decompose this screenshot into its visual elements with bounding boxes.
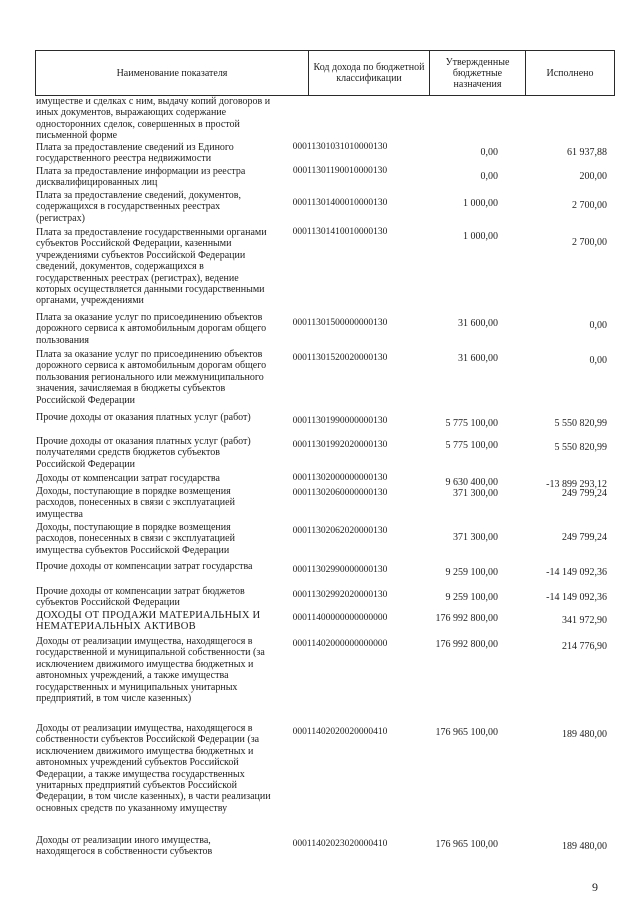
row-approved: 31 600,00: [458, 353, 498, 364]
row-name: Прочие доходы от оказания платных услуг (работ): [36, 412, 251, 423]
row-name: Плата за оказание услуг по присоединению объектов дорожного сервиса к автомобильным дорогам общего пользования: [36, 312, 267, 346]
row-code: 00011302992020000130: [292, 590, 388, 600]
row-name: Плата за предоставление сведений из Единого государственного реестра недвижимости: [36, 142, 234, 165]
row-code: 00011301031010000130: [292, 142, 388, 152]
row-approved: 176 992 800,00: [435, 613, 498, 624]
row-name: Доходы от реализации иного имущества, находящегося в собственности субъектов: [36, 835, 213, 858]
page-number: 9: [592, 880, 598, 894]
row-approved: 0,00: [480, 171, 498, 182]
row-name: Прочие доходы от компенсации затрат бюджетов субъектов Российской Федерации: [36, 586, 245, 609]
row-approved: 1 000,00: [463, 231, 498, 242]
row-name: Доходы, поступающие в порядке возмещения расходов, понесенных в связи с эксплуатацией имущества: [36, 486, 235, 520]
row-approved: 371 300,00: [453, 532, 498, 543]
row-approved: 371 300,00: [453, 488, 498, 499]
row-name: Плата за предоставление сведений, документов, содержащихся в государственных реестрах (регистрах): [36, 190, 241, 224]
row-approved: 9 259 100,00: [445, 592, 498, 603]
row-code: 00011301400010000130: [292, 198, 388, 208]
row-executed: -13 899 293,12: [546, 479, 607, 490]
row-name: Прочие доходы от компенсации затрат государства: [36, 561, 253, 572]
row-executed: 0,00: [589, 320, 607, 331]
row-approved: 9 630 400,00: [445, 477, 498, 488]
row-executed: 200,00: [579, 171, 607, 182]
row-executed: 5 550 820,99: [554, 418, 607, 429]
row-code: 00011400000000000000: [292, 613, 388, 623]
row-code: 00011301410010000130: [292, 227, 388, 237]
row-executed: 2 700,00: [572, 237, 607, 248]
row-approved: 176 992 800,00: [435, 639, 498, 650]
row-executed: 189 480,00: [562, 729, 607, 740]
row-code: 00011301990000000130: [292, 416, 388, 426]
row-executed: 214 776,90: [562, 641, 607, 652]
row-code: 00011301992020000130: [292, 440, 388, 450]
row-code: 00011301520020000130: [292, 353, 388, 363]
row-executed: 2 700,00: [572, 200, 607, 211]
header-executed: Исполнено: [546, 67, 594, 79]
row-name: ДОХОДЫ ОТ ПРОДАЖИ МАТЕРИАЛЬНЫХ И НЕМАТЕРИАЛЬНЫХ АКТИВОВ: [36, 610, 261, 633]
row-approved: 1 000,00: [463, 198, 498, 209]
row-executed: -14 149 092,36: [546, 567, 607, 578]
row-code: 00011402020020000410: [292, 727, 388, 737]
header-approved: Утвержденные бюджетные назначения: [445, 56, 510, 90]
header-code: Код дохода по бюджетной классификации: [313, 62, 425, 84]
table-header: [35, 50, 615, 96]
row-name: Доходы от реализации имущества, находящегося в государственной и муниципальной собственности (за исключением движимого имущества бюджетных и автономных учреждений, а также имущества государственных и муниципальных унитарных предприятий, в том числе казенных): [36, 636, 265, 705]
row-name: Прочие доходы от оказания платных услуг (работ) получателями средств бюджетов субъектов Российской Федерации: [36, 436, 251, 470]
row-name: Доходы, поступающие в порядке возмещения расходов, понесенных в связи с эксплуатацией имущества субъектов Российской Федерации: [36, 522, 235, 556]
row-executed: 5 550 820,99: [554, 442, 607, 453]
row-approved: 176 965 100,00: [435, 839, 498, 850]
row-code: 00011402023020000410: [292, 839, 388, 849]
header-name: Наименование показателя: [116, 67, 228, 79]
row-approved: 176 965 100,00: [435, 727, 498, 738]
row-name: Плата за предоставление информации из реестра дисквалифицированных лиц: [36, 166, 246, 189]
row-executed: -14 149 092,36: [546, 592, 607, 603]
row-name: Плата за предоставление государственными органами субъектов Российской Федерации, казенными учреждениями субъектов Российской Федерации сведений, документов, содержащихся в государственных реестрах (регистрах), ведение которых осуществляется данными государственными органами, учреждениями: [36, 227, 267, 307]
row-executed: 61 937,88: [567, 147, 607, 158]
row-executed: 341 972,90: [562, 615, 607, 626]
row-name: имуществе и сделках с ним, выдачу копий договоров и иных документов, выражающих содержание односторонних сделок, совершенных в простой письменной форме: [36, 96, 271, 142]
row-code: 00011302060000000130: [292, 488, 388, 498]
row-name: Доходы от реализации имущества, находящегося в собственности субъектов Российской Федерации (за исключением движимого имущества бюджетных и автономных учреждений субъектов Российской Федерации, а также имущества государственных унитарных предприятий субъектов Российской Федерации, в том числе казенных), в части реализации основных средств по указанному имуществу: [36, 723, 271, 814]
row-approved: 9 259 100,00: [445, 567, 498, 578]
row-code: 00011302990000000130: [292, 565, 388, 575]
row-executed: 249 799,24: [562, 532, 607, 543]
row-code: 00011302000000000130: [292, 473, 388, 483]
row-code: 00011301500000000130: [292, 318, 388, 328]
row-approved: 31 600,00: [458, 318, 498, 329]
row-name: Плата за оказание услуг по присоединению объектов дорожного сервиса к автомобильным дорогам общего пользования регионального или межмуниципального значения, зачисляемая в бюджеты субъектов Российской Федерации: [36, 349, 267, 406]
row-name: Доходы от компенсации затрат государства: [36, 473, 220, 484]
row-code: 00011301190010000130: [292, 166, 388, 176]
row-code: 00011302062020000130: [292, 526, 388, 536]
row-approved: 0,00: [480, 147, 498, 158]
row-executed: 189 480,00: [562, 841, 607, 852]
row-code: 00011402000000000000: [292, 639, 388, 649]
row-executed: 0,00: [589, 355, 607, 366]
row-executed: 249 799,24: [562, 488, 607, 499]
row-approved: 5 775 100,00: [445, 418, 498, 429]
row-approved: 5 775 100,00: [445, 440, 498, 451]
